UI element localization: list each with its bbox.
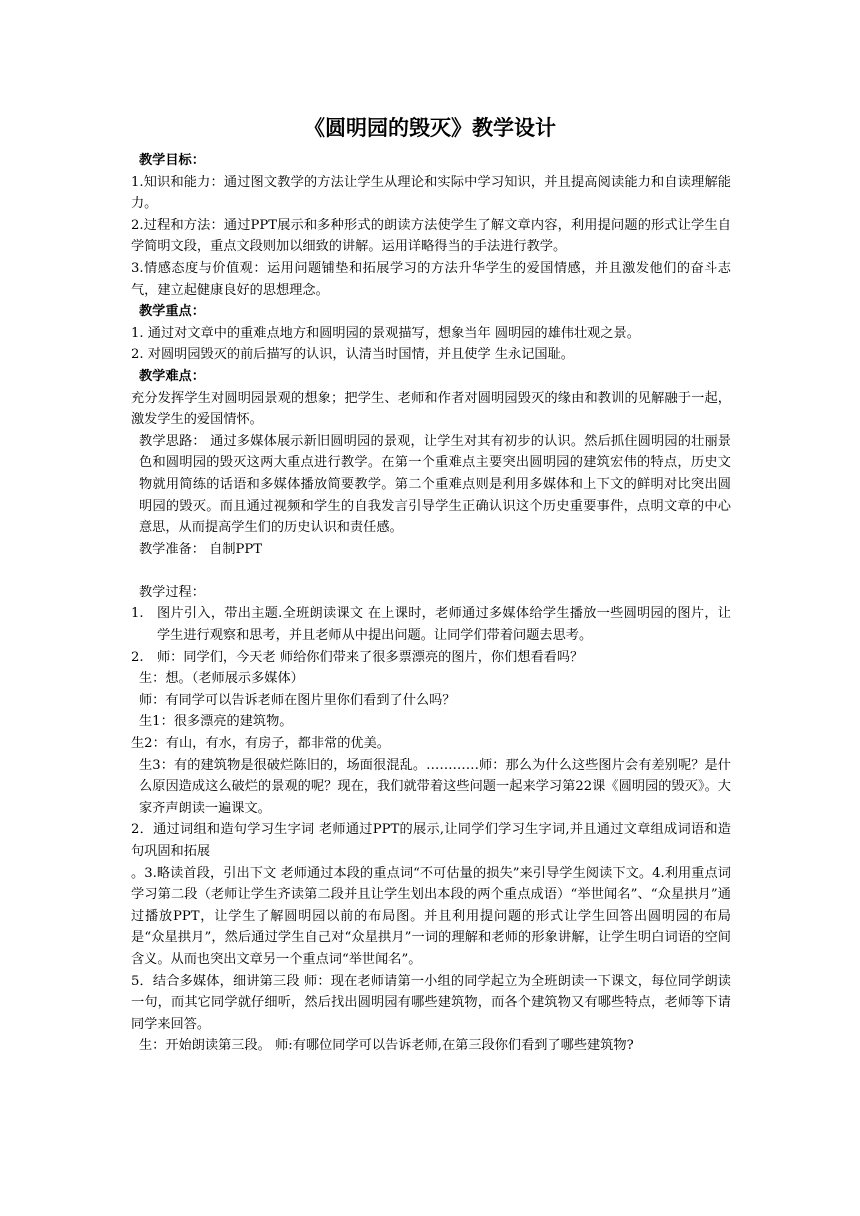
process-item (131, 603, 731, 646)
blank-line (131, 560, 731, 582)
process-item-number: 1. (131, 606, 144, 622)
goal-paragraph: 3.情感态度与价值观：运用问题铺垫和拓展学习的方法升华学生的爱国情感，并且激发他们的奋斗志气，建立起健康良好的思想理念。 (131, 260, 731, 298)
goal-paragraph: 1.知识和能力：通过图文教学的方法让学生从理论和实际中学习知识，并且提高阅读能力和自读理解能力。 (131, 174, 731, 212)
document-body (131, 150, 731, 1057)
step-paragraph: 2．通过词组和造句学习生字词 老师通过PPT的展示,让同学们学习生字词,并且通过文章组成词语和造句巩固和拓展 (131, 822, 731, 859)
process-item-number: 2. (131, 649, 144, 665)
goal-paragraph: 2.过程和方法：通过PPT展示和多种形式的朗读方法使学生了解文章内容，利用提问题的形式让学生自学简明文段，重点文段则加以细致的讲解。运用详略得当的手法进行教学。 (131, 217, 731, 255)
document-title: 《圆明园的毁灭》教学设计 (304, 116, 556, 140)
step-paragraph: 5．结合多媒体，细讲第三段 师：现在老师请第一小组的同学起立为全班朗读一下课文，每位同学朗读一句，而其它同学就仔细听，然后找出圆明园有哪些建筑物，而各个建筑物又有哪些特点，老师等下请同学来回答。 (131, 973, 731, 1032)
process-item-text: 图片引入，带出主题.全班朗读课文 在上课时，老师通过多媒体给学生播放一些圆明园的图片，让学生进行观察和思考，并且老师从中提出问题。让同学们带着问题去思考。 (157, 606, 731, 644)
process-heading: 教学过程： (139, 584, 205, 600)
dialogue-line: 师：有同学可以告诉老师在图片里你们看到了什么吗？ (139, 692, 456, 708)
process-item-text: 师：同学们，今天老 师给你们带来了很多票漂亮的图片，你们想看看吗？ (157, 649, 584, 665)
key-point: 2. 对圆明园毁灭的前后描写的认识，认清当时国情，并且使学 生永记国耻。 (131, 347, 574, 363)
approach-paragraph: 教学思路： 通过多媒体展示新旧圆明园的景观，让学生对其有初步的认识。然后抓住圆明园的壮丽景色和圆明园的毁灭这两大重点进行教学。在第一个重难点主要突出圆明园的建筑宏伟的特点，历史文物就用简练的话语和多媒体播放简要教学。第二个重难点则是利用多媒体和上下文的鲜明对比突出圆明园的毁灭。而且通过视频和学生的自我发言引导学生正确认识这个历史重要事件，点明文章的中心意思，从而提高学生们的历史认识和责任感。 (139, 433, 731, 536)
difficult-paragraph: 充分发挥学生对圆明园景观的想象；把学生、老师和作者对圆明园毁灭的缘由和教训的见解融于一起，激发学生的爱国情怀。 (131, 390, 731, 428)
step-paragraph: 。3.略读首段，引出下文 老师通过本段的重点词“不可估量的损失”来引导学生阅读下文。4.利用重点词学习第二段（老师让学生齐读第二段并且让学生划出本段的两个重点成语）“举世闻名”、“众星拱月”通过播放PPT，让学生了解圆明园以前的布局图。并且利用提问题的形式让学生回答出圆明园的布局是“众星拱月”，然后通过学生自己对“众星拱月”一词的理解和老师的形象讲解，让学生明白词语的空间含义。从而也突出文章另一个重点词“举世闻名”。 (131, 865, 731, 967)
prep-paragraph: 教学准备： 自制PPT (139, 541, 263, 557)
key-point: 1. 通过对文章中的重难点地方和圆明园的景观描写，想象当年 圆明园的雄伟壮观之景。 (131, 325, 640, 341)
process-item (131, 647, 731, 669)
difficult-heading: 教学难点： (139, 368, 205, 384)
key-heading: 教学重点： (139, 304, 205, 320)
goals-heading: 教学目标： (139, 153, 205, 168)
dialogue-line: 生3：有的建筑物是很破烂陈旧的，场面很混乱。…………师：那么为什么这些图片会有差别呢？是什么原因造成这么破烂的景观的呢？现在，我们就带着这些问题一起来学习第22课《圆明园的毁灭》。大家齐声朗读一遍课文。 (139, 757, 731, 816)
dialogue-line: 生：想。（老师展示多媒体） (139, 671, 304, 687)
final-paragraph: 生：开始朗读第三段。 师:有哪位同学可以告诉老师,在第三段你们看到了哪些建筑物? (139, 1038, 634, 1054)
dialogue-line: 生1：很多漂亮的建筑物。 (139, 714, 293, 730)
dialogue-line: 生2：有山，有水，有房子，都非常的优美。 (131, 736, 390, 752)
